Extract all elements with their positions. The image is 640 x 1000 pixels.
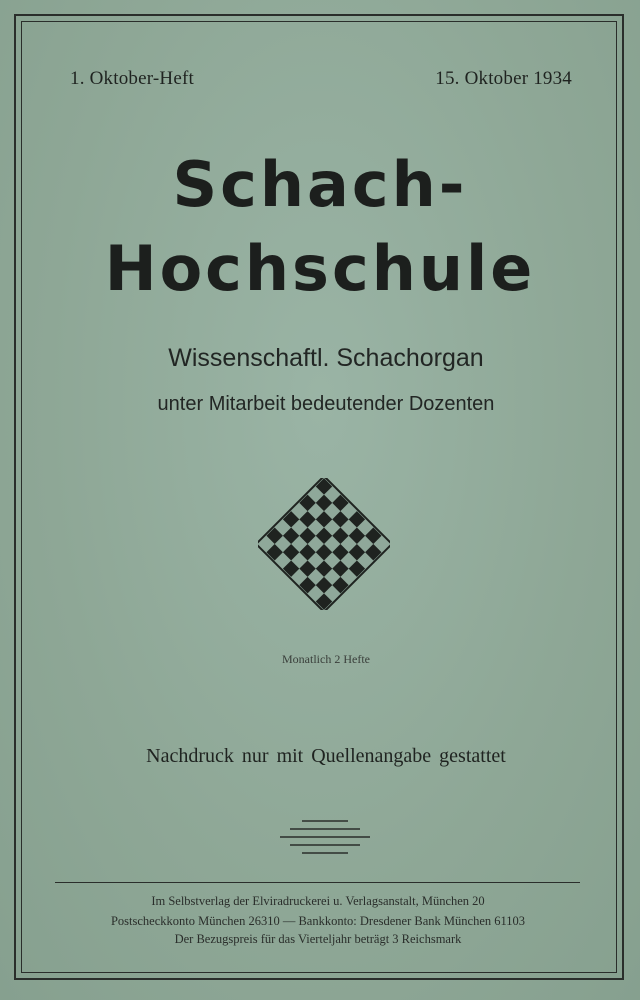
issue-number: 1. Oktober-Heft	[70, 68, 194, 89]
title-line-1: Schach-	[172, 148, 468, 221]
imprint-price: Der Bezugspreis für das Vierteljahr beträgt 3 Reichsmark	[174, 932, 462, 946]
issue-header	[70, 68, 572, 92]
chessboard-diamond-icon	[258, 478, 390, 610]
issue-date: 15. Oktober 1934	[435, 68, 572, 89]
chessboard-emblem	[258, 478, 390, 610]
imprint-accounts: Postscheckkonto München 26310 — Bankkonto: Dresdener Bank München 61103	[110, 914, 526, 928]
subtitle-line-2: unter Mitarbeit bedeutender Dozenten	[157, 393, 495, 415]
imprint-publisher: Im Selbstverlag der Elviradruckerei u. Verlagsanstalt, München 20	[151, 894, 485, 908]
publication-frequency: Monatlich 2 Hefte	[282, 652, 370, 666]
reprint-notice: Nachdruck nur mit Quellenangabe gestattet	[146, 745, 506, 767]
horizontal-lines-ornament	[280, 818, 370, 860]
subtitle-line-1: Wissenschaftl. Schachorgan	[168, 344, 484, 372]
imprint-divider	[55, 882, 580, 883]
title-line-2: Hochschule	[104, 232, 536, 305]
